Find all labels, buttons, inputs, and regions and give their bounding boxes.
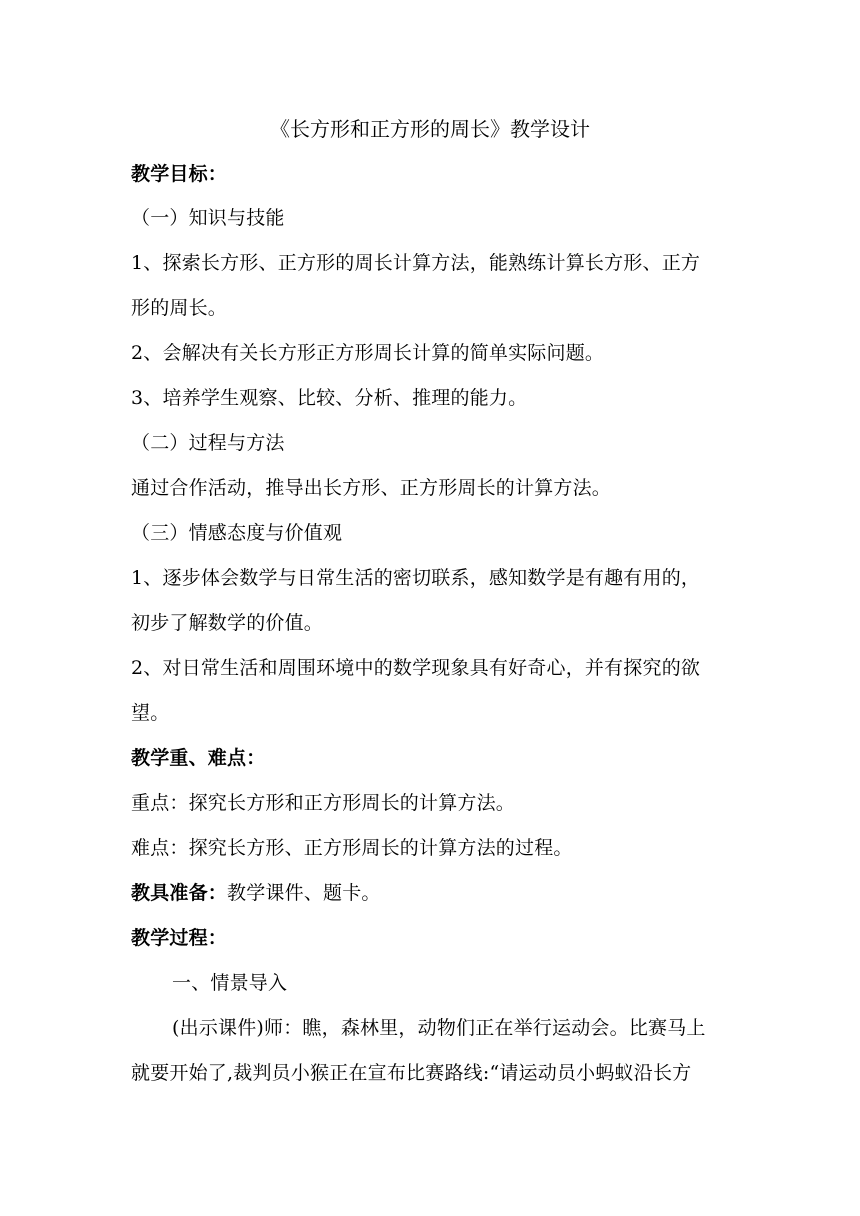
step-1-heading: 一、情景导入 [172,972,288,994]
objective-3: 3、培养学生观察、比较、分析、推理的能力。 [131,387,528,409]
document-title: 《长方形和正方形的周长》教学设计 [270,117,590,141]
objective-1-line-1: 1、探索长方形、正方形的周长计算方法，能熟练计算长方形、正方 [131,252,701,274]
knowledge-skills-heading: （一）知识与技能 [131,207,285,229]
step-1-line-2: 就要开始了,裁判员小猴正在宣布比赛路线:“请运动员小蚂蚁沿长方 [131,1062,692,1084]
objective-1-line-2: 形的周长。 [131,297,228,319]
emotion-1-line-2: 初步了解数学的价值。 [131,612,324,634]
procedure-heading: 教学过程： [131,927,228,949]
emotion-2-line-1: 2、对日常生活和周围环境中的数学现象具有好奇心，并有探究的欲 [131,657,701,679]
objective-2: 2、会解决有关长方形正方形周长计算的简单实际问题。 [131,342,605,364]
teaching-tools-label: 教具准备： [131,882,228,904]
process-methods-text: 通过合作活动，推导出长方形、正方形周长的计算方法。 [131,477,612,499]
step-1-line-1: (出示课件)师：瞧，森林里，动物们正在举行运动会。比赛马上 [172,1017,706,1039]
process-methods-heading: （二）过程与方法 [131,432,285,454]
teaching-tools [131,881,381,905]
keypoints-heading: 教学重、难点： [131,747,266,769]
emotion-1-line-1: 1、逐步体会数学与日常生活的密切联系，感知数学是有趣有用的， [131,567,701,589]
difficulty-point: 难点：探究长方形、正方形周长的计算方法的过程。 [131,837,573,859]
emotion-values-heading: （三）情感态度与价值观 [131,522,343,544]
teaching-tools-text: 教学课件、题卡。 [227,882,381,904]
emotion-2-line-2: 望。 [131,702,170,724]
key-point: 重点：探究长方形和正方形周长的计算方法。 [131,792,516,814]
objectives-heading: 教学目标： [131,163,228,185]
